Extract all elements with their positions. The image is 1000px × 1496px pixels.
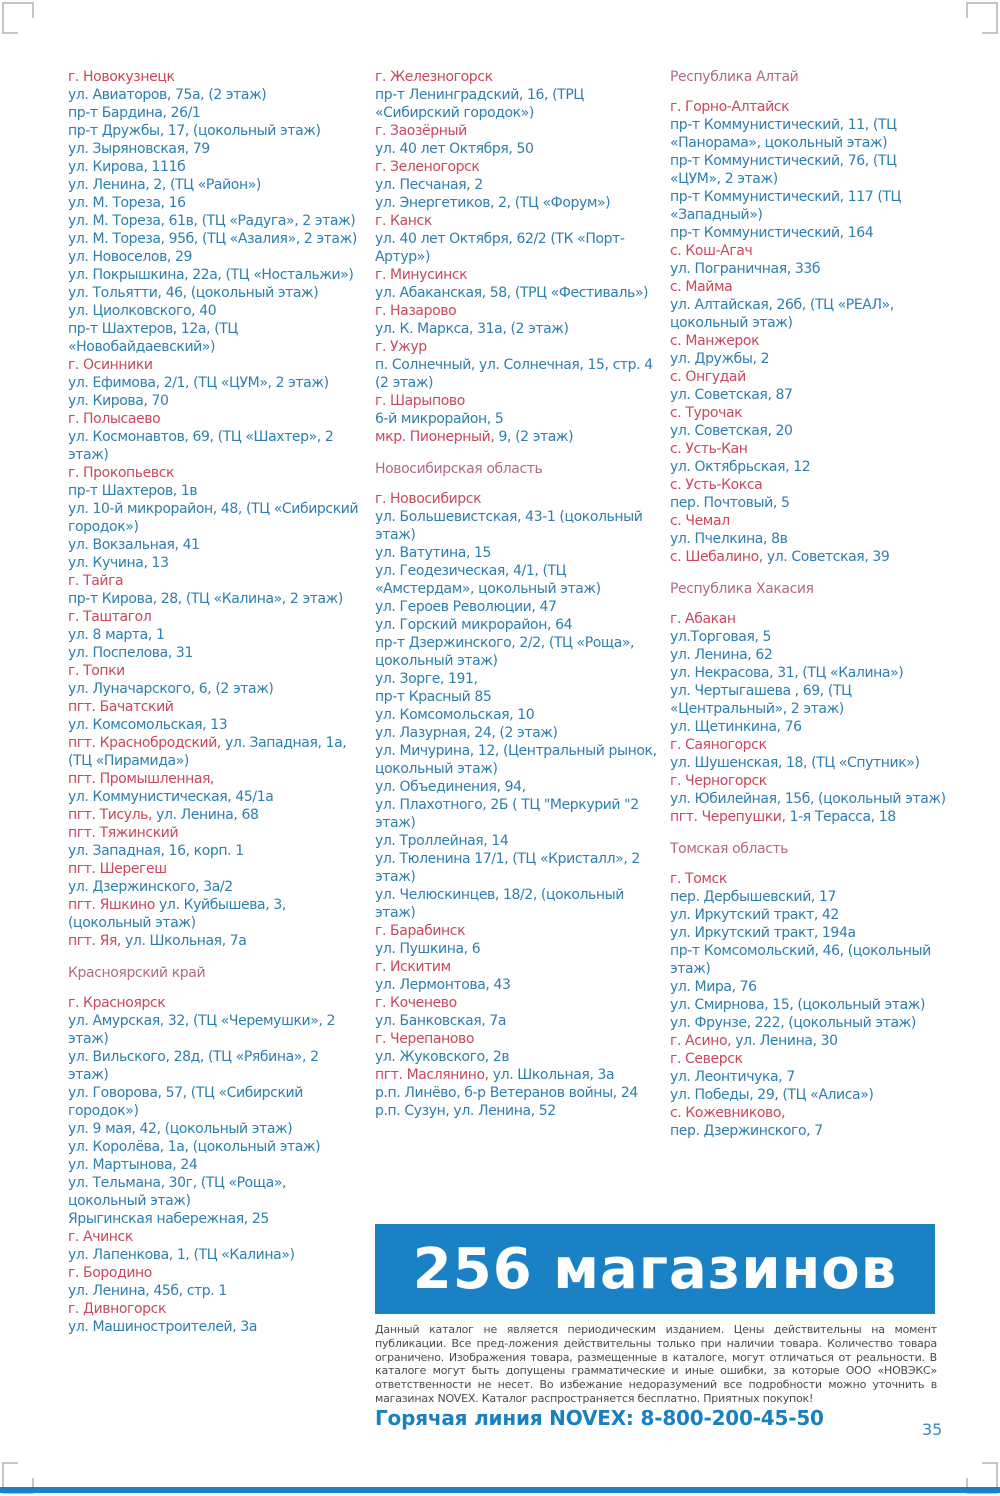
city-name: г. Северск <box>670 1051 743 1067</box>
city-name: г. Назарово <box>375 303 457 319</box>
hotline-text: Горячая линия NOVEX: 8-800-200-45-50 <box>375 1406 824 1430</box>
address-line: ул. Пушкина, 6 <box>375 941 481 957</box>
address-line: ул. Энергетиков, 2, (ТЦ «Форум») <box>375 195 611 211</box>
address-line: ул. Школьная, 3а <box>492 1067 615 1083</box>
address-line: ул. М. Тореза, 61в, (ТЦ «Радуга», 2 этаж) <box>68 213 356 229</box>
address-line: ул. Шушенская, 18, (ТЦ «Спутник») <box>670 755 920 771</box>
address-line: ул. 9 мая, 42, (цокольный этаж) <box>68 1121 293 1137</box>
address-line: ул. Авиаторов, 75а, (2 этаж) <box>68 87 267 103</box>
address-line: ул. Алтайская, 26б, (ТЦ «РЕАЛ», цокольный этаж) <box>670 297 894 331</box>
address-line: ул. Ефимова, 2/1, (ТЦ «ЦУМ», 2 этаж) <box>68 375 329 391</box>
city-name: с. Усть-Кан <box>670 441 748 457</box>
bottom-blue-rule <box>0 1487 1000 1493</box>
region-header: Республика Хакасия <box>670 581 814 597</box>
address-line: ул. Вокзальная, 41 <box>68 537 200 553</box>
address-line: ул. Песчаная, 2 <box>375 177 483 193</box>
address-line: ул. Большевистская, 43-1 (цокольный этаж) <box>375 509 643 543</box>
address-line: ул. Героев Революции, 47 <box>375 599 557 615</box>
region-header: Новосибирская область <box>375 461 543 477</box>
city-name: г. Новокузнецк <box>68 69 175 85</box>
city-name: г. Прокопьевск <box>68 465 175 481</box>
city-name: г. Топки <box>68 663 125 679</box>
address-line: ул. 8 марта, 1 <box>68 627 165 643</box>
address-line: ул. Кирова, 70 <box>68 393 169 409</box>
address-line: пр-т Дружбы, 17, (цокольный этаж) <box>68 123 321 139</box>
address-line: р.п. Сузун, ул. Ленина, 52 <box>375 1103 556 1119</box>
address-line: ул. Советская, 20 <box>670 423 793 439</box>
address-line: ул. Геодезическая, 4/1, (ТЦ «Амстердам», цокольный этаж) <box>375 563 601 597</box>
address-line: ул. 10-й микрорайон, 48, (ТЦ «Сибирский городок») <box>68 501 359 535</box>
city-name: г. Канск <box>375 213 432 229</box>
city-name: г. Заозёрный <box>375 123 467 139</box>
address-line: ул. Пограничная, 33б <box>670 261 821 277</box>
address-line: ул. Машиностроителей, 3а <box>68 1319 258 1335</box>
city-name: г. Ачинск <box>68 1229 133 1245</box>
region-header: Республика Алтай <box>670 69 799 85</box>
city-name: с. Майма <box>670 279 733 295</box>
city-name: г. Томск <box>670 871 727 887</box>
city-name: с. Шебалино, <box>670 549 767 565</box>
address-line: ул. Тельмана, 30г, (ТЦ «Роща», цокольный этаж) <box>68 1175 287 1209</box>
address-line: пр-т Коммунистический, 164 <box>670 225 874 241</box>
address-line: пер. Дзержинского, 7 <box>670 1123 823 1139</box>
city-name: г. Горно-Алтайск <box>670 99 790 115</box>
address-line: ул. Космонавтов, 69, (ТЦ «Шахтер», 2 этаж) <box>68 429 334 463</box>
address-line: ул. Чертыгашева , 69, (ТЦ «Центральный», 2 этаж) <box>670 683 852 717</box>
address-line: ул. Иркутский тракт, 194а <box>670 925 856 941</box>
city-name: пгт. Тисуль, <box>68 807 157 823</box>
address-line: ул. Тольятти, 46, (цокольный этаж) <box>68 285 319 301</box>
address-line: пер. Почтовый, 5 <box>670 495 790 511</box>
city-name: мкр. Пионерный, <box>375 429 499 445</box>
address-line: пр-т Коммунистический, 11, (ТЦ «Панорама», цокольный этаж) <box>670 117 897 151</box>
city-name: пгт. Промышленная, <box>68 771 215 787</box>
address-line: пр-т Комсомольский, 46, (цокольный этаж) <box>670 943 931 977</box>
address-line: ул. Банковская, 7а <box>375 1013 507 1029</box>
city-address-line <box>670 548 950 566</box>
address-line: пр-т Шахтеров, 1в <box>68 483 198 499</box>
address-line: ул. М. Тореза, 16 <box>68 195 186 211</box>
address-line: ул. Западная, 1а, (ТЦ «Пирамида») <box>68 735 347 769</box>
address-line: ул. Жуковского, 2в <box>375 1049 510 1065</box>
address-line: 6-й микрорайон, 5 <box>375 411 504 427</box>
address-line: ул. Комсомольская, 13 <box>68 717 228 733</box>
city-name: с. Усть-Кокса <box>670 477 763 493</box>
address-line: ул. Вильского, 28д, (ТЦ «Рябина», 2 этаж) <box>68 1049 319 1083</box>
address-line: ул. 40 лет Октября, 50 <box>375 141 534 157</box>
city-name: пгт. Тяжинский <box>68 825 179 841</box>
city-name: с. Чемал <box>670 513 730 529</box>
address-line: ул. К. Маркса, 31а, (2 этаж) <box>375 321 569 337</box>
city-name: с. Кош-Агач <box>670 243 753 259</box>
address-line: ул. Челюскинцев, 18/2, (цокольный этаж) <box>375 887 624 921</box>
city-address-line <box>375 428 663 446</box>
address-line: пр-т Коммунистический, 76, (ТЦ «ЦУМ», 2 этаж) <box>670 153 897 187</box>
page-number: 35 <box>922 1420 943 1439</box>
address-line: ул. Фрунзе, 222, (цокольный этаж) <box>670 1015 916 1031</box>
address-line: ул. Щетинкина, 76 <box>670 719 802 735</box>
city-name: г. Минусинск <box>375 267 468 283</box>
address-line: пр-т Бардина, 26/1 <box>68 105 201 121</box>
city-name: г. Искитим <box>375 959 451 975</box>
address-line: 9, (2 этаж) <box>498 429 574 445</box>
address-line: Ярыгинская набережная, 25 <box>68 1211 269 1227</box>
address-line: р.п. Линёво, б-р Ветеранов войны, 24 <box>375 1085 638 1101</box>
city-name: г. Железногорск <box>375 69 493 85</box>
city-name: пгт. Краснобродский, <box>68 735 226 751</box>
city-name: г. Абакан <box>670 611 736 627</box>
address-line: ул. Кучина, 13 <box>68 555 169 571</box>
city-name: г. Шарыпово <box>375 393 465 409</box>
city-name: г. Таштагол <box>68 609 152 625</box>
city-name: г. Красноярск <box>68 995 166 1011</box>
address-line: ул. Плахотного, 2Б ( ТЦ "Меркурий "2 этаж) <box>375 797 639 831</box>
city-name: пгт. Бачатский <box>68 699 174 715</box>
city-name: с. Манжерок <box>670 333 760 349</box>
city-name: с. Кожевниково, <box>670 1105 786 1121</box>
city-name: пгт. Маслянино, <box>375 1067 493 1083</box>
address-line: ул. Ленина, 68 <box>156 807 259 823</box>
city-address-line <box>68 734 360 770</box>
address-line: ул. Кирова, 111б <box>68 159 186 175</box>
city-name: г. Новосибирск <box>375 491 482 507</box>
city-name: с. Онгудай <box>670 369 746 385</box>
address-line: ул. Королёва, 1а, (цокольный этаж) <box>68 1139 321 1155</box>
address-line: пр-т Красный 85 <box>375 689 492 705</box>
store-count-label: 256 магазинов <box>412 1236 898 1302</box>
city-name: г. Осинники <box>68 357 153 373</box>
address-line: пр-т Шахтеров, 12а, (ТЦ «Новобайдаевский») <box>68 321 238 355</box>
disclaimer-text: Данный каталог не является периодическим изданием. Цены действительны на момент публикации. Все пред-ложения действительны только при наличии товара. Количество товара ограничено. Изображения товара, размещенные в каталоге, могут отличаться от реальности. В каталоге могут быть допущены грамматические и иные ошибки, за которые ООО «НОВЭКС» ответственности не несет. Во избежание недоразумений все подробности можно уточнить в магазинах NOVEX. Каталог распространяется бесплатно. Приятных покупок! <box>375 1323 937 1405</box>
city-name: г. Ужур <box>375 339 427 355</box>
column-kemerovo-krasnoyarsk <box>68 68 360 1336</box>
address-line: пр-т Дзержинского, 2/2, (ТЦ «Роща», цокольный этаж) <box>375 635 635 669</box>
address-line: ул. Победы, 29, (ТЦ «Алиса») <box>670 1087 874 1103</box>
address-line: пер. Дербышевский, 17 <box>670 889 837 905</box>
address-line: ул. Коммунистическая, 45/1а <box>68 789 274 805</box>
address-line: ул. Ватутина, 15 <box>375 545 492 561</box>
city-name: г. Зеленогорск <box>375 159 480 175</box>
address-line: ул. Горский микрорайон, 64 <box>375 617 573 633</box>
address-line: пр-т Коммунистический, 117 (ТЦ «Западный») <box>670 189 902 223</box>
city-name: пгт. Яшкино <box>68 897 160 913</box>
address-line: ул. Куйбышева, 3, (цокольный этаж) <box>68 897 286 931</box>
city-name: пгт. Черепушки, <box>670 809 790 825</box>
address-line: ул. Троллейная, 14 <box>375 833 509 849</box>
address-line: ул. Октябрьская, 12 <box>670 459 811 475</box>
column-altai-khakassia-tomsk <box>670 68 950 1140</box>
address-line: ул. Зыряновская, 79 <box>68 141 210 157</box>
address-line: ул. Ленина, 30 <box>735 1033 838 1049</box>
address-line: ул. Некрасова, 31, (ТЦ «Калина») <box>670 665 904 681</box>
region-header: Томская область <box>670 841 789 857</box>
crop-mark-top-left <box>2 2 34 34</box>
address-line: ул. Дзержинского, 3а/2 <box>68 879 233 895</box>
address-line: ул. Советская, 87 <box>670 387 793 403</box>
address-line: ул. Абаканская, 58, (ТРЦ «Фестиваль») <box>375 285 649 301</box>
address-line: ул. Зорге, 191, <box>375 671 478 687</box>
city-address-line <box>68 896 360 932</box>
address-line: ул. Говорова, 57, (ТЦ «Сибирский городок») <box>68 1085 303 1119</box>
address-line: ул. Лазурная, 24, (2 этаж) <box>375 725 558 741</box>
city-name: г. Полысаево <box>68 411 161 427</box>
address-line: 1-я Терасса, 18 <box>789 809 896 825</box>
city-name: г. Асино, <box>670 1033 736 1049</box>
city-name: г. Саяногорск <box>670 737 767 753</box>
city-name: г. Дивногорск <box>68 1301 167 1317</box>
address-line: ул. Советская, 39 <box>766 549 890 565</box>
city-name: пгт. Шерегеш <box>68 861 167 877</box>
address-line: ул. Ленина, 2, (ТЦ «Район») <box>68 177 261 193</box>
address-line: ул. Комсомольская, 10 <box>375 707 535 723</box>
city-name: г. Коченево <box>375 995 457 1011</box>
address-line: ул. Объединения, 94, <box>375 779 526 795</box>
address-line: ул. Ленина, 62 <box>670 647 773 663</box>
address-line: ул. М. Тореза, 95б, (ТЦ «Азалия», 2 этаж) <box>68 231 357 247</box>
address-line: ул. Леонтичука, 7 <box>670 1069 795 1085</box>
city-name: пгт. Яя, <box>68 933 126 949</box>
city-name: г. Черногорск <box>670 773 767 789</box>
city-name: г. Бородино <box>68 1265 152 1281</box>
city-address-line <box>670 1032 950 1050</box>
address-line: ул. Лапенкова, 1, (ТЦ «Калина») <box>68 1247 295 1263</box>
address-line: ул. Юбилейная, 15б, (цокольный этаж) <box>670 791 946 807</box>
address-line: ул. Мичурина, 12, (Центральный рынок, цокольный этаж) <box>375 743 657 777</box>
city-name: г. Барабинск <box>375 923 466 939</box>
city-name: г. Черепаново <box>375 1031 475 1047</box>
address-line: ул. Покрышкина, 22а, (ТЦ «Ностальжи») <box>68 267 354 283</box>
region-header: Красноярский край <box>68 965 206 981</box>
column-krasnoyarsk-novosibirsk <box>375 68 663 1120</box>
address-line: ул. Мира, 76 <box>670 979 757 995</box>
city-name: с. Турочак <box>670 405 743 421</box>
address-line: ул. Тюленина 17/1, (ТЦ «Кристалл», 2 этаж) <box>375 851 640 885</box>
city-address-line <box>670 808 950 826</box>
city-address-line <box>375 1066 663 1084</box>
address-line: ул. Смирнова, 15, (цокольный этаж) <box>670 997 926 1013</box>
address-line: ул. 40 лет Октября, 62/2 (ТК «Порт-Артур») <box>375 231 625 265</box>
address-line: ул. Новоселов, 29 <box>68 249 193 265</box>
city-name: г. Тайга <box>68 573 124 589</box>
address-line: ул. Циолковского, 40 <box>68 303 217 319</box>
address-line: ул. Школьная, 7а <box>125 933 247 949</box>
city-address-line <box>68 806 360 824</box>
address-line: ул. Лермонтова, 43 <box>375 977 511 993</box>
address-line: ул.Торговая, 5 <box>670 629 772 645</box>
address-line: ул. Пчелкина, 8в <box>670 531 788 547</box>
address-line: ул. Поспелова, 31 <box>68 645 193 661</box>
address-line: ул. Амурская, 32, (ТЦ «Черемушки», 2 этаж) <box>68 1013 336 1047</box>
address-line: п. Солнечный, ул. Солнечная, 15, стр. 4 (2 этаж) <box>375 357 653 391</box>
city-address-line <box>68 932 360 950</box>
store-count-banner <box>375 1224 935 1314</box>
address-line: пр-т Кирова, 28, (ТЦ «Калина», 2 этаж) <box>68 591 343 607</box>
address-line: ул. Мартынова, 24 <box>68 1157 198 1173</box>
address-line: пр-т Ленинградский, 16, (ТРЦ «Сибирский городок») <box>375 87 584 121</box>
address-line: ул. Ленина, 45б, стр. 1 <box>68 1283 227 1299</box>
address-line: ул. Западная, 16, корп. 1 <box>68 843 244 859</box>
crop-mark-top-right <box>966 2 998 34</box>
address-line: ул. Луначарского, 6, (2 этаж) <box>68 681 274 697</box>
address-line: ул. Иркутский тракт, 42 <box>670 907 839 923</box>
address-line: ул. Дружбы, 2 <box>670 351 770 367</box>
